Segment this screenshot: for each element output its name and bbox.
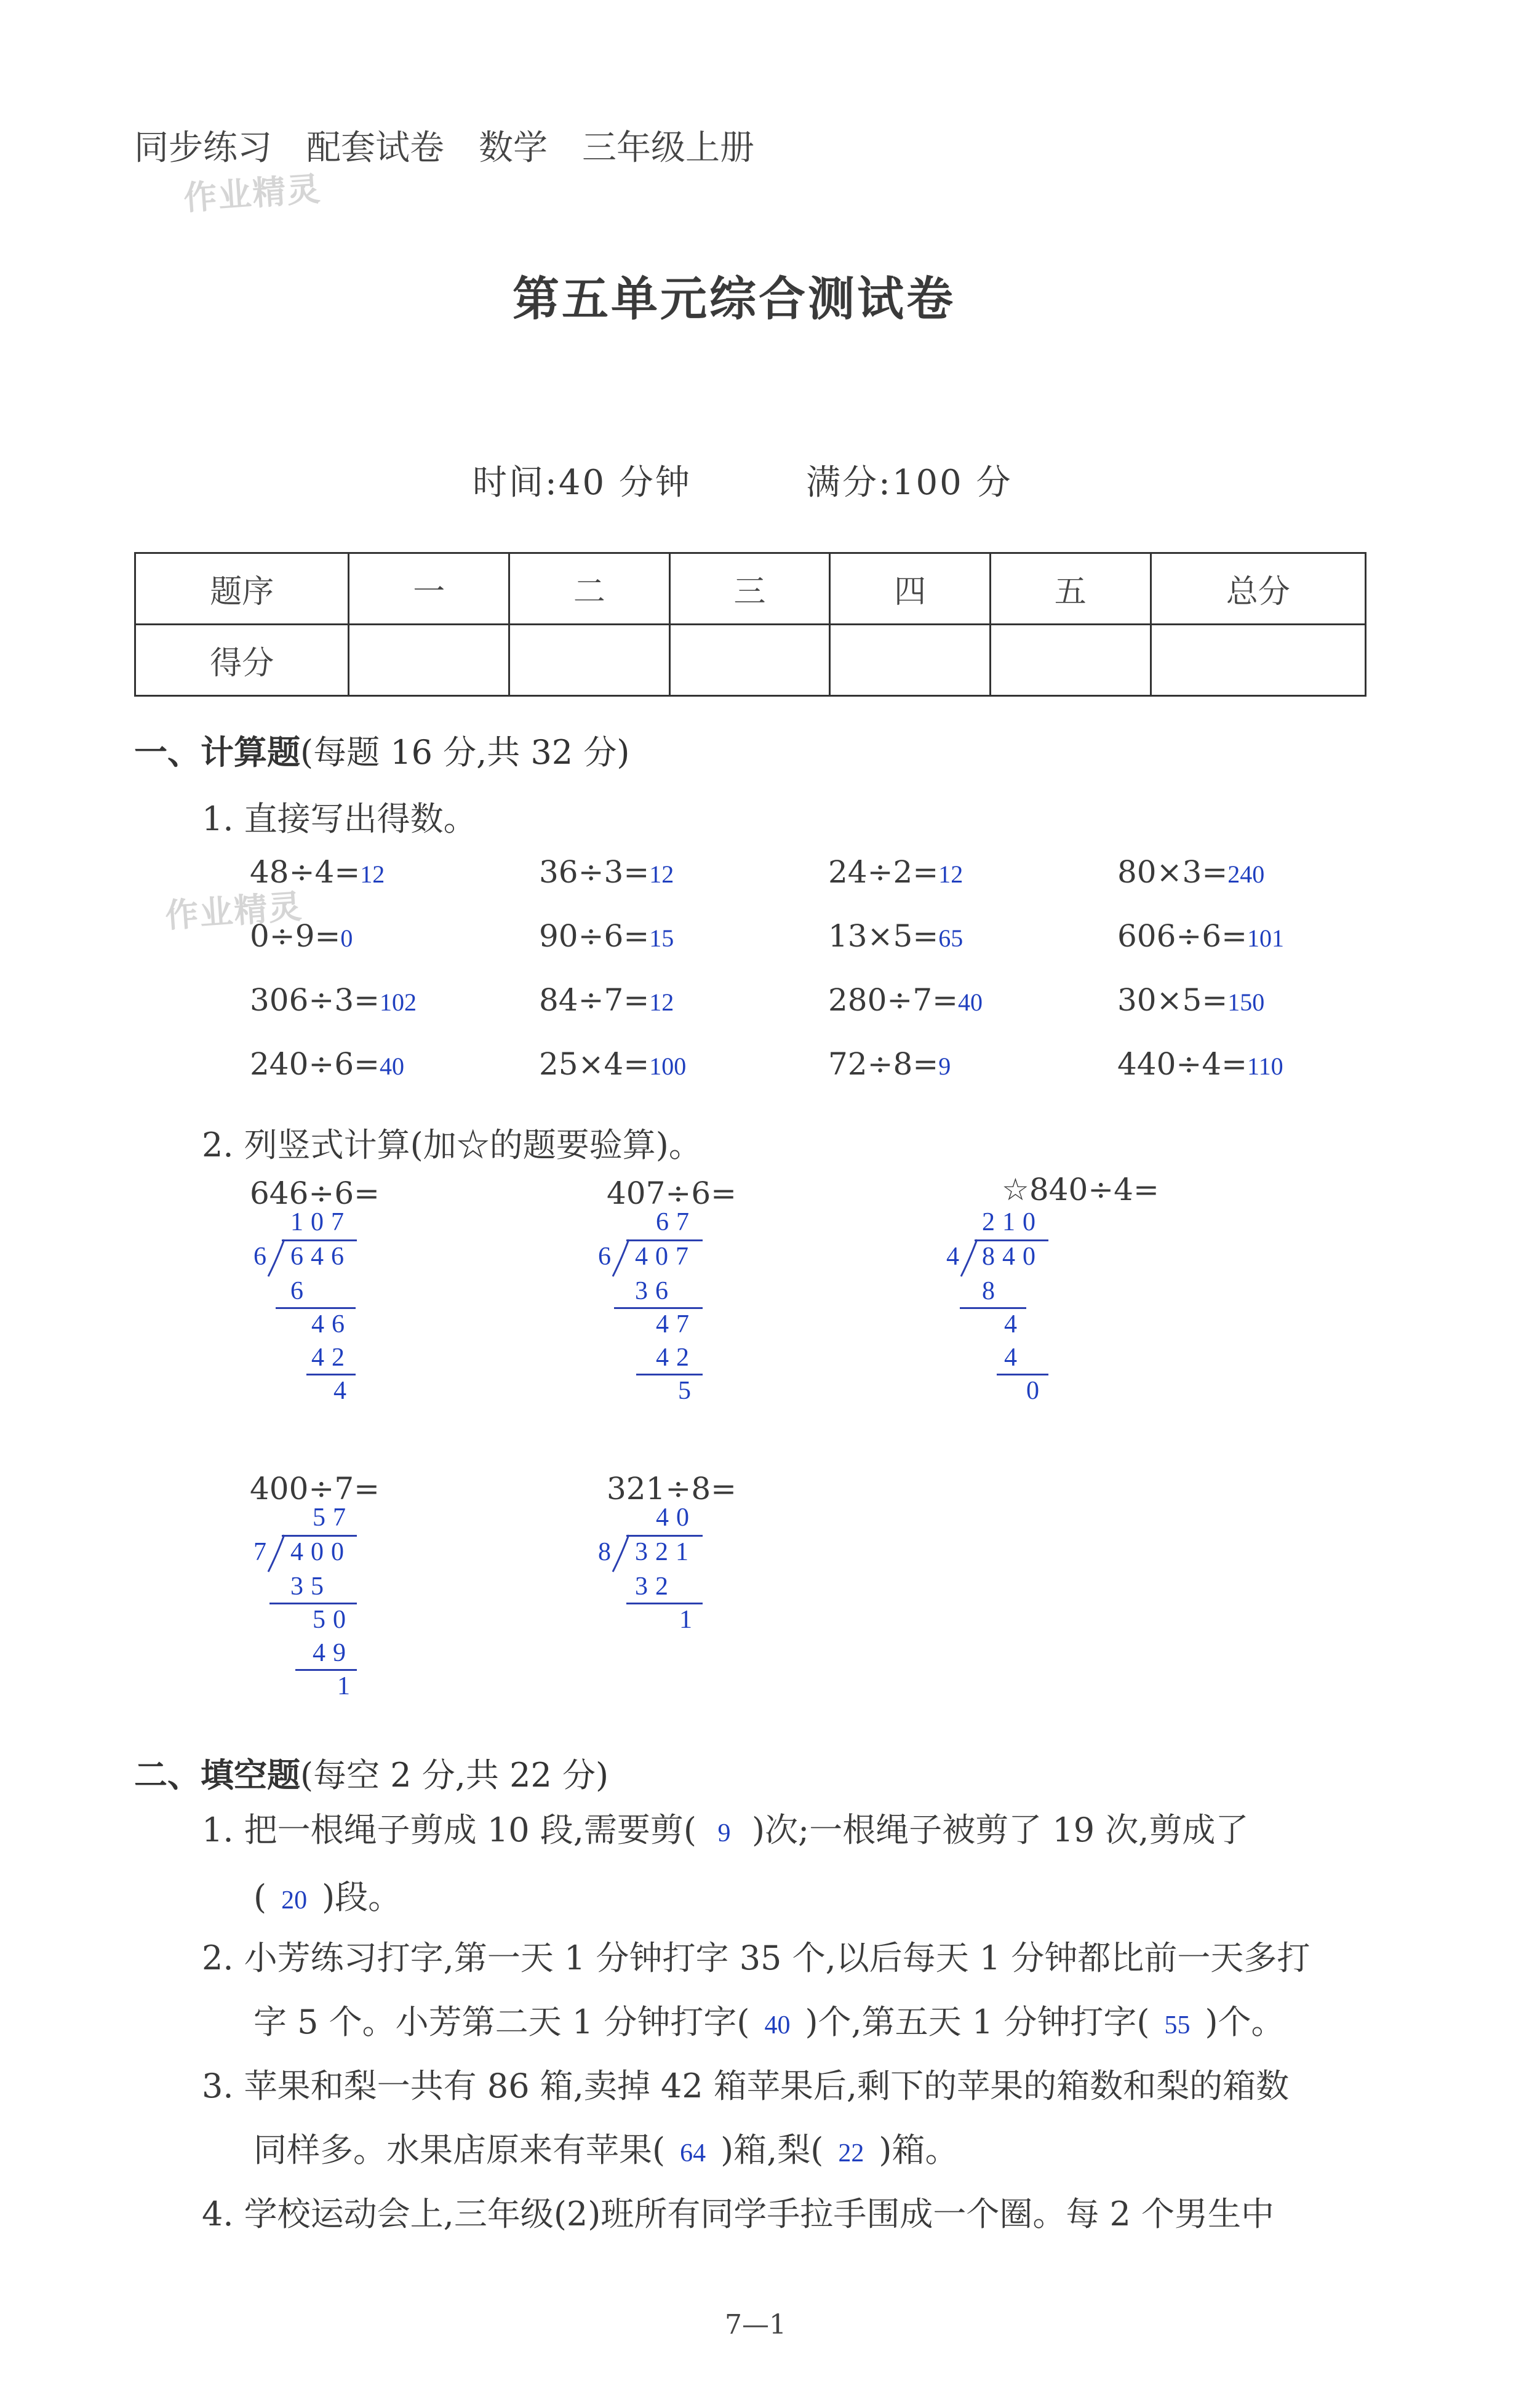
score-input-cell[interactable]: [1151, 625, 1366, 696]
dividend: 646: [290, 1243, 351, 1271]
calc-item: [1117, 918, 1284, 954]
divisor: 8: [598, 1538, 618, 1566]
division-expr: ☆840÷4=: [1002, 1172, 1159, 1207]
divisor: 4: [946, 1243, 967, 1271]
calc-item: [828, 1046, 951, 1082]
table-cell: 题序: [135, 553, 349, 625]
question-text: 2. 小芳练习打字,第一天 1 分钟打字 35 个,以后每天 1 分钟都比前一天多打: [202, 1939, 1311, 1977]
step-value: 0: [1026, 1377, 1047, 1405]
score-table-header-row: [135, 553, 1366, 625]
answer-blank[interactable]: 55: [1164, 2011, 1191, 2040]
table-cell: 四: [830, 553, 991, 625]
watermark: 作业精灵: [182, 169, 323, 218]
calc-expression: 306÷3=: [250, 982, 380, 1018]
calc-item: [250, 982, 417, 1018]
division-bracket: [266, 1238, 287, 1279]
calc-expression: 606÷6=: [1117, 918, 1248, 954]
division-bar: [626, 1535, 703, 1537]
calc-answer[interactable]: 12: [938, 860, 963, 888]
division-bar: [975, 1239, 1048, 1241]
quotient: 67: [656, 1208, 696, 1236]
question-1-1-prompt: 1. 直接写出得数。: [202, 799, 477, 838]
division-expr: 407÷6=: [607, 1175, 737, 1211]
answer-blank[interactable]: 64: [680, 2139, 706, 2168]
question-line: [202, 1798, 1248, 1865]
calc-answer[interactable]: 12: [649, 988, 674, 1016]
divisor: 6: [253, 1243, 274, 1271]
calc-answer[interactable]: 40: [380, 1052, 405, 1080]
watermark-2: 作业精灵: [164, 887, 305, 935]
step-value: 50: [313, 1606, 353, 1634]
division-expr: 400÷7=: [250, 1471, 380, 1507]
section-1-title: 一、计算题: [134, 733, 300, 772]
page-number: 7—1: [725, 2309, 786, 2340]
step-line: [997, 1374, 1048, 1375]
calc-answer[interactable]: 65: [938, 924, 963, 952]
calc-answer[interactable]: 110: [1247, 1052, 1283, 1080]
division-bar: [282, 1239, 357, 1241]
calc-item: [1117, 854, 1264, 890]
fill-question-1: [202, 1798, 1248, 1932]
answer-blank[interactable]: 20: [281, 1886, 308, 1915]
division-bracket: [959, 1238, 979, 1279]
table-cell: 三: [669, 553, 830, 625]
section-2-heading: [134, 1749, 608, 1796]
dividend: 321: [635, 1538, 696, 1566]
step-line: [960, 1307, 1026, 1309]
calc-answer[interactable]: 12: [649, 860, 674, 888]
section-1-note: (每题 16 分,共 32 分): [300, 733, 630, 772]
step-line: [269, 1603, 357, 1604]
step-value: 4: [1004, 1343, 1024, 1372]
question-line: [253, 1990, 1310, 2057]
step-line: [626, 1603, 703, 1604]
division-bar: [626, 1239, 703, 1241]
table-cell: 得分: [135, 625, 349, 696]
question-text: 4. 学校运动会上,三年级(2)班所有同学手拉手围成一个圈。每 2 个男生中: [202, 2195, 1275, 2233]
answer-blank[interactable]: 40: [764, 2011, 791, 2040]
calc-expression: 30×5=: [1117, 982, 1228, 1018]
question-text: 1. 把一根绳子剪成 10 段,需要剪(: [202, 1811, 696, 1849]
question-line: [253, 1865, 1248, 1932]
step-value: 5: [678, 1377, 698, 1405]
time-limit: 时间:40 分钟: [473, 463, 692, 503]
fill-question-2: [202, 1926, 1310, 2057]
question-text: 同样多。水果店原来有苹果(: [253, 2131, 666, 2169]
step-value: 46: [311, 1310, 352, 1339]
question-1-2-prompt: 2. 列竖式计算(加☆的题要验算)。: [202, 1126, 702, 1164]
step-line: [295, 1669, 357, 1671]
calc-expression: 280÷7=: [828, 982, 959, 1018]
score-table-score-row: [135, 625, 1366, 696]
question-line: [202, 2182, 1274, 2246]
answer-blank[interactable]: 22: [838, 2139, 864, 2168]
step-value: 4: [333, 1377, 354, 1405]
step-line: [614, 1307, 703, 1309]
score-input-cell[interactable]: [669, 625, 830, 696]
question-line: [202, 2054, 1289, 2118]
quotient: 40: [656, 1503, 696, 1532]
question-text: )箱。: [879, 2131, 959, 2169]
step-value: 6: [290, 1277, 311, 1305]
dividend: 840: [982, 1243, 1043, 1271]
divisor: 7: [253, 1538, 274, 1566]
step-value: 1: [337, 1672, 357, 1700]
score-input-cell[interactable]: [509, 625, 670, 696]
calc-item: [828, 854, 963, 890]
calc-answer[interactable]: 150: [1227, 988, 1265, 1016]
question-line: [253, 2118, 1289, 2185]
question-line: [202, 1926, 1310, 1990]
calc-item: [539, 982, 674, 1018]
question-text: 字 5 个。小芳第二天 1 分钟打字(: [253, 2003, 750, 2041]
quotient: 57: [313, 1503, 353, 1532]
calc-item: [539, 918, 674, 954]
quotient: 107: [290, 1208, 351, 1236]
calc-item: [250, 1046, 404, 1082]
header-text: 同步练习 配套试卷 数学 三年级上册: [134, 128, 754, 168]
score-input-cell[interactable]: [349, 625, 509, 696]
calc-item: [828, 918, 963, 954]
calc-item: [539, 854, 674, 890]
section-1-heading: [134, 726, 629, 774]
question-text: )箱,梨(: [720, 2131, 824, 2169]
question-text: (: [253, 1878, 267, 1916]
division-expr: 321÷8=: [607, 1471, 737, 1507]
full-score: 满分:100 分: [806, 463, 1013, 503]
dividend: 400: [290, 1538, 351, 1566]
division-bracket: [610, 1238, 631, 1279]
step-value: 42: [656, 1343, 696, 1372]
calc-answer[interactable]: 9: [938, 1052, 951, 1080]
calc-expression: 240÷6=: [250, 1046, 380, 1082]
step-line: [636, 1374, 703, 1375]
step-value: 8: [982, 1277, 1002, 1305]
calc-expression: 0÷9=: [250, 918, 341, 954]
calc-expression: 80×3=: [1117, 854, 1228, 890]
calc-expression: 90÷6=: [539, 918, 650, 954]
dividend: 407: [635, 1243, 696, 1271]
calc-item: [828, 982, 983, 1018]
question-text: )个。: [1205, 2003, 1285, 2041]
step-line: [276, 1307, 356, 1309]
calc-expression: 24÷2=: [828, 854, 939, 890]
step-value: 35: [290, 1572, 331, 1601]
answer-blank[interactable]: 9: [717, 1819, 731, 1848]
division-bar: [282, 1535, 357, 1537]
calc-item: [1117, 982, 1264, 1018]
table-cell: 一: [349, 553, 509, 625]
step-value: 36: [635, 1277, 676, 1305]
step-value: 32: [635, 1572, 676, 1601]
calc-expression: 25×4=: [539, 1046, 650, 1082]
page-title: 第五单元综合测试卷: [513, 271, 956, 326]
calc-item: [250, 918, 353, 954]
section-2-note: (每空 2 分,共 22 分): [300, 1756, 609, 1795]
quotient: 210: [982, 1208, 1043, 1236]
calc-answer[interactable]: 240: [1227, 860, 1265, 888]
step-value: 4: [1004, 1310, 1024, 1339]
question-text: )次;一根绳子被剪了 19 次,剪成了: [751, 1811, 1249, 1849]
question-text: 3. 苹果和梨一共有 86 箱,卖掉 42 箱苹果后,剩下的苹果的箱数和梨的箱数: [202, 2067, 1290, 2105]
calc-answer[interactable]: 15: [649, 924, 674, 952]
question-text: )段。: [322, 1878, 402, 1916]
step-value: 1: [679, 1606, 700, 1634]
step-line: [306, 1374, 356, 1375]
calc-item: [250, 854, 385, 890]
calc-expression: 440÷4=: [1117, 1046, 1248, 1082]
calc-answer[interactable]: 100: [649, 1052, 687, 1080]
score-input-cell[interactable]: [990, 625, 1151, 696]
step-value: 49: [313, 1639, 353, 1667]
score-input-cell[interactable]: [830, 625, 991, 696]
calc-answer[interactable]: 102: [380, 988, 417, 1016]
calc-expression: 72÷8=: [828, 1046, 939, 1082]
calc-expression: 48÷4=: [250, 854, 361, 890]
step-value: 42: [311, 1343, 352, 1372]
division-bracket: [266, 1534, 287, 1574]
section-2-title: 二、填空题: [134, 1756, 300, 1795]
step-value: 47: [656, 1310, 696, 1339]
calc-answer[interactable]: 12: [360, 860, 385, 888]
calc-item: [1117, 1046, 1283, 1082]
fill-question-4: [202, 2182, 1274, 2246]
calc-expression: 36÷3=: [539, 854, 650, 890]
table-cell: 二: [509, 553, 670, 625]
table-cell: 总分: [1151, 553, 1366, 625]
division-expr: 646÷6=: [250, 1175, 380, 1211]
divisor: 6: [598, 1243, 618, 1271]
calc-answer[interactable]: 0: [340, 924, 353, 952]
score-table: [134, 552, 1366, 697]
division-bracket: [610, 1534, 631, 1574]
calc-item: [539, 1046, 686, 1082]
fill-question-3: [202, 2054, 1289, 2185]
question-text: )个,第五天 1 分钟打字(: [805, 2003, 1150, 2041]
table-cell: 五: [990, 553, 1151, 625]
calc-expression: 13×5=: [828, 918, 939, 954]
calc-expression: 84÷7=: [539, 982, 650, 1018]
calc-answer[interactable]: 101: [1247, 924, 1285, 952]
calc-answer[interactable]: 40: [958, 988, 983, 1016]
